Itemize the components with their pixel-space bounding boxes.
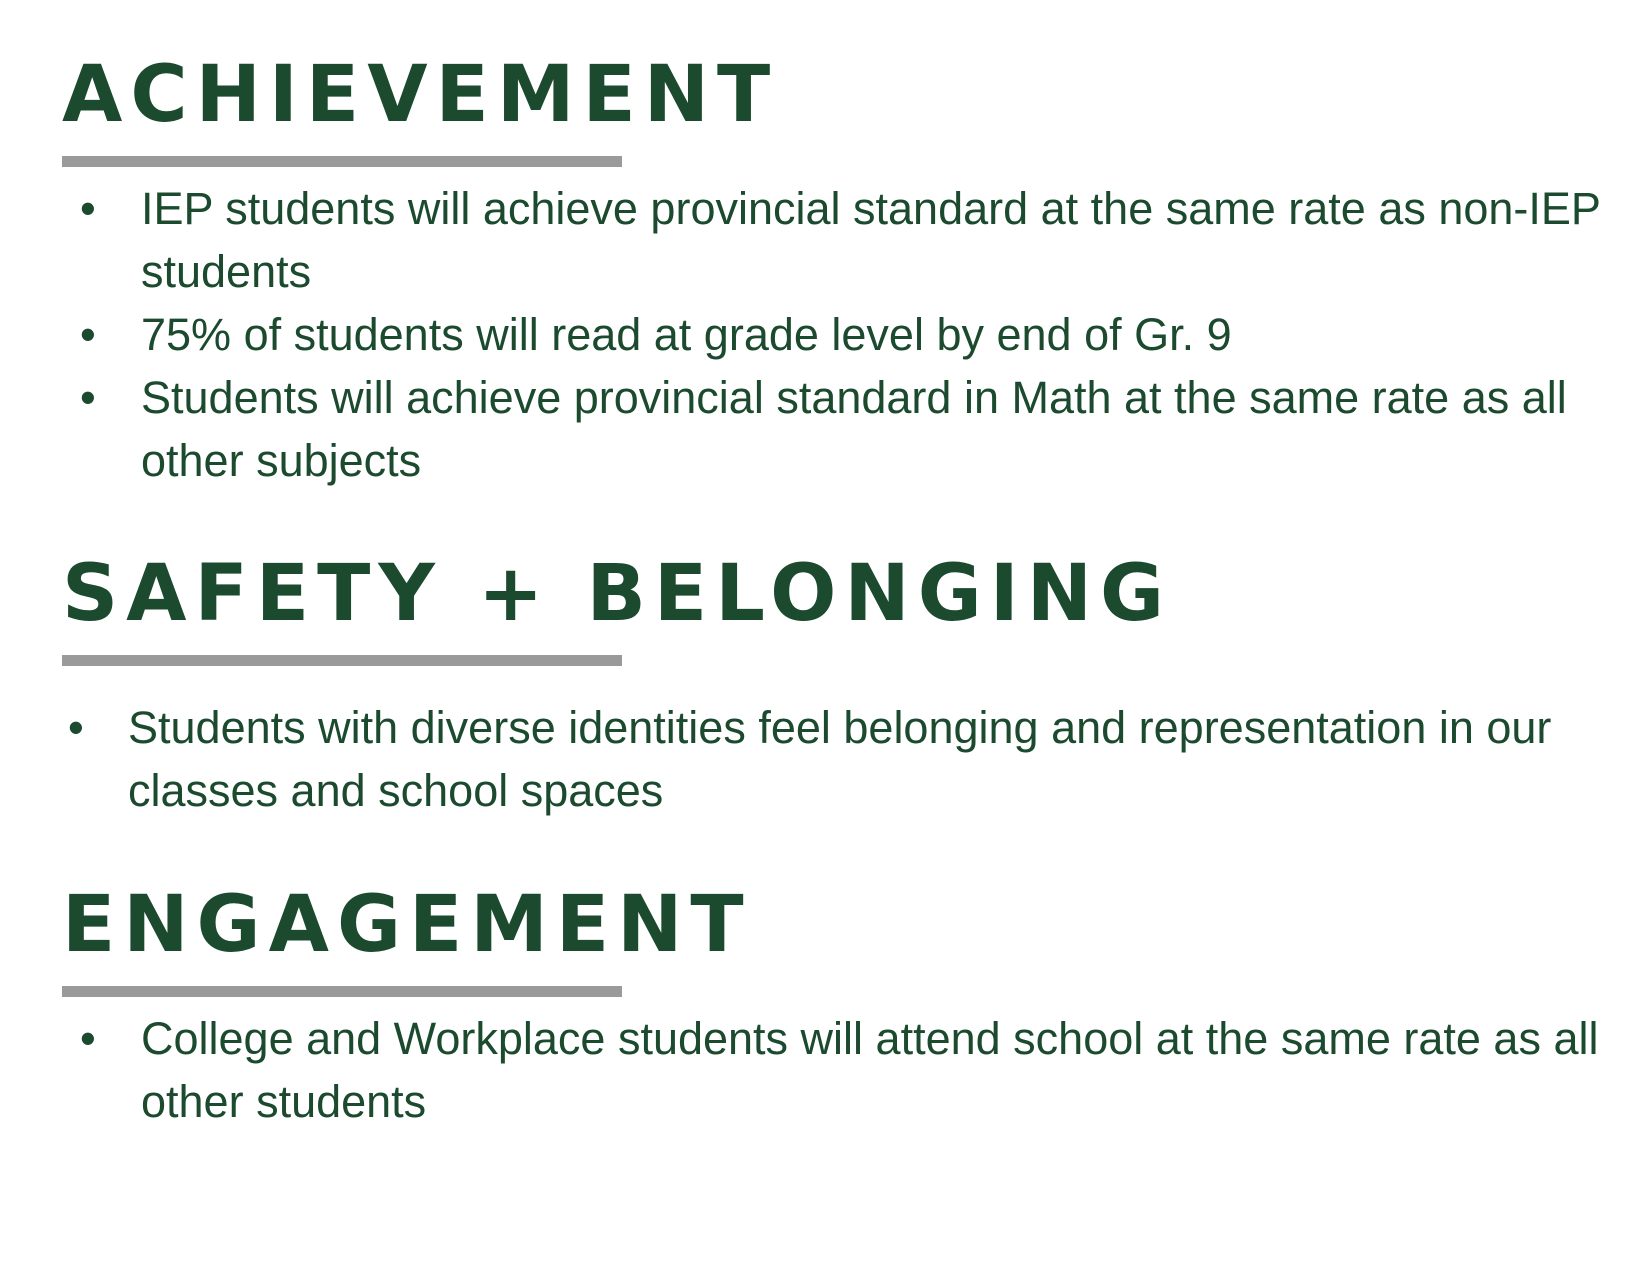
- list-item: [62, 303, 1622, 366]
- bullet-icon: •: [80, 372, 96, 423]
- bullet-list: [62, 696, 1622, 822]
- list-item-text: Students will achieve provincial standard in Math at the same rate as all other subjects: [141, 372, 1567, 486]
- bullet-icon: •: [68, 702, 84, 753]
- bullet-icon: •: [80, 183, 96, 234]
- heading-underline: [62, 986, 622, 997]
- list-item-text: College and Workplace students will attend school at the same rate as all other students: [141, 1013, 1599, 1127]
- list-item-text: IEP students will achieve provincial standard at the same rate as non-IEP students: [141, 183, 1601, 297]
- list-item: [62, 177, 1622, 303]
- list-item-text: Students with diverse identities feel belonging and representation in our classes and school spaces: [128, 702, 1552, 816]
- list-item: [62, 366, 1622, 492]
- section-heading: ACHIEVEMENT: [62, 50, 779, 140]
- section-achievement: [62, 50, 1622, 492]
- section-safety-belonging: [62, 549, 1622, 822]
- bullet-list: [62, 1007, 1622, 1133]
- section-engagement: [62, 880, 1622, 1133]
- list-item: [62, 696, 1622, 822]
- list-item: [62, 1007, 1622, 1133]
- bullet-icon: •: [80, 1013, 96, 1064]
- list-item-text: 75% of students will read at grade level by end of Gr. 9: [141, 309, 1232, 360]
- section-heading: SAFETY + BELONGING: [62, 549, 1173, 639]
- bullet-icon: •: [80, 309, 96, 360]
- section-heading: ENGAGEMENT: [62, 880, 752, 970]
- heading-underline: [62, 156, 622, 167]
- heading-underline: [62, 655, 622, 666]
- bullet-list: [62, 177, 1622, 492]
